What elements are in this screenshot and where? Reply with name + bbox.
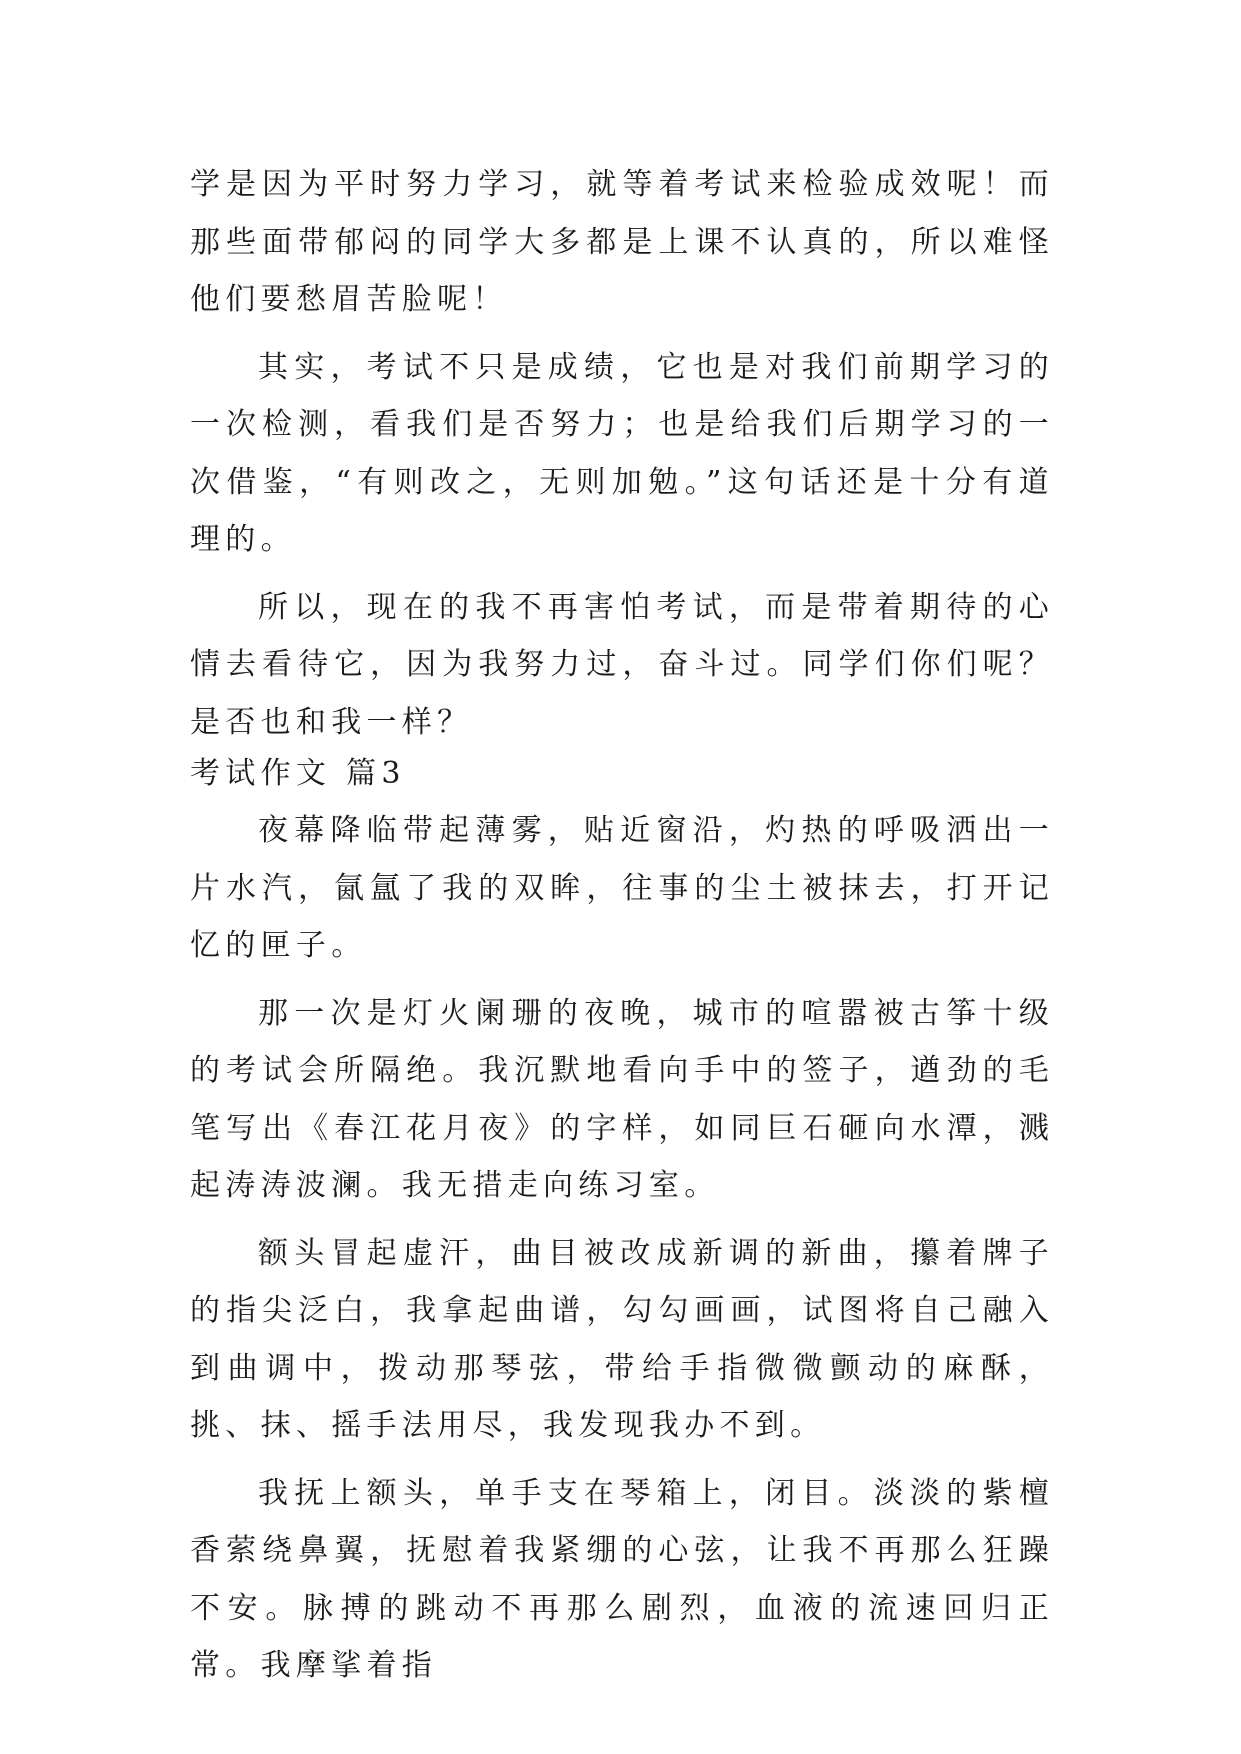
paragraph-calm: 我抚上额头，单手支在琴箱上，闭目。淡淡的紫檀香萦绕鼻翼，抚慰着我紧绷的心弦，让我不再那么狂躁不安。脉搏的跳动不再那么剧烈，血液的流速回归正常。我摩挲着指: [190, 1475, 1054, 1683]
paragraph-night: 夜幕降临带起薄雾，贴近窗沿，灼热的呼吸洒出一片水汽，氤氲了我的双眸，往事的尘土被抹去，打开记忆的匣子。: [190, 813, 1054, 963]
paragraph-practice: 额头冒起虚汗，曲目被改成新调的新曲，攥着牌子的指尖泛白，我拿起曲谱，勾勾画画，试图将自己融入到曲调中，拨动那琴弦，带给手指微微颤动的麻酥，挑、抹、摇手法用尽，我发现我办不到。: [190, 1235, 1054, 1443]
paragraph-reflection: 其实，考试不只是成绩，它也是对我们前期学习的一次检测，看我们是否努力；也是给我们后期学习的一次借鉴，“有则改之，无则加勉。”这句话还是十分有道理的。: [190, 349, 1054, 557]
paragraph-continuation: 学是因为平时努力学习，就等着考试来检验成效呢！而那些面带郁闷的同学大多都是上课不认真的，所以难怪他们要愁眉苦脸呢！: [190, 167, 1054, 317]
section-title: 考试作文 篇3: [190, 756, 406, 791]
essay-text-part-1: [190, 156, 1054, 751]
paragraph-conclusion: 所以，现在的我不再害怕考试，而是带着期待的心情去看待它，因为我努力过，奋斗过。同学们你们呢？是否也和我一样？: [190, 589, 1054, 740]
paragraph-exam-night: 那一次是灯火阑珊的夜晚，城市的喧嚣被古筝十级的考试会所隔绝。我沉默地看向手中的签子，遒劲的毛笔写出《春江花月夜》的字样，如同巨石砸向水潭，溅起涛涛波澜。我无措走向练习室。: [190, 995, 1054, 1203]
essay-text-part-2: [190, 802, 1054, 1695]
